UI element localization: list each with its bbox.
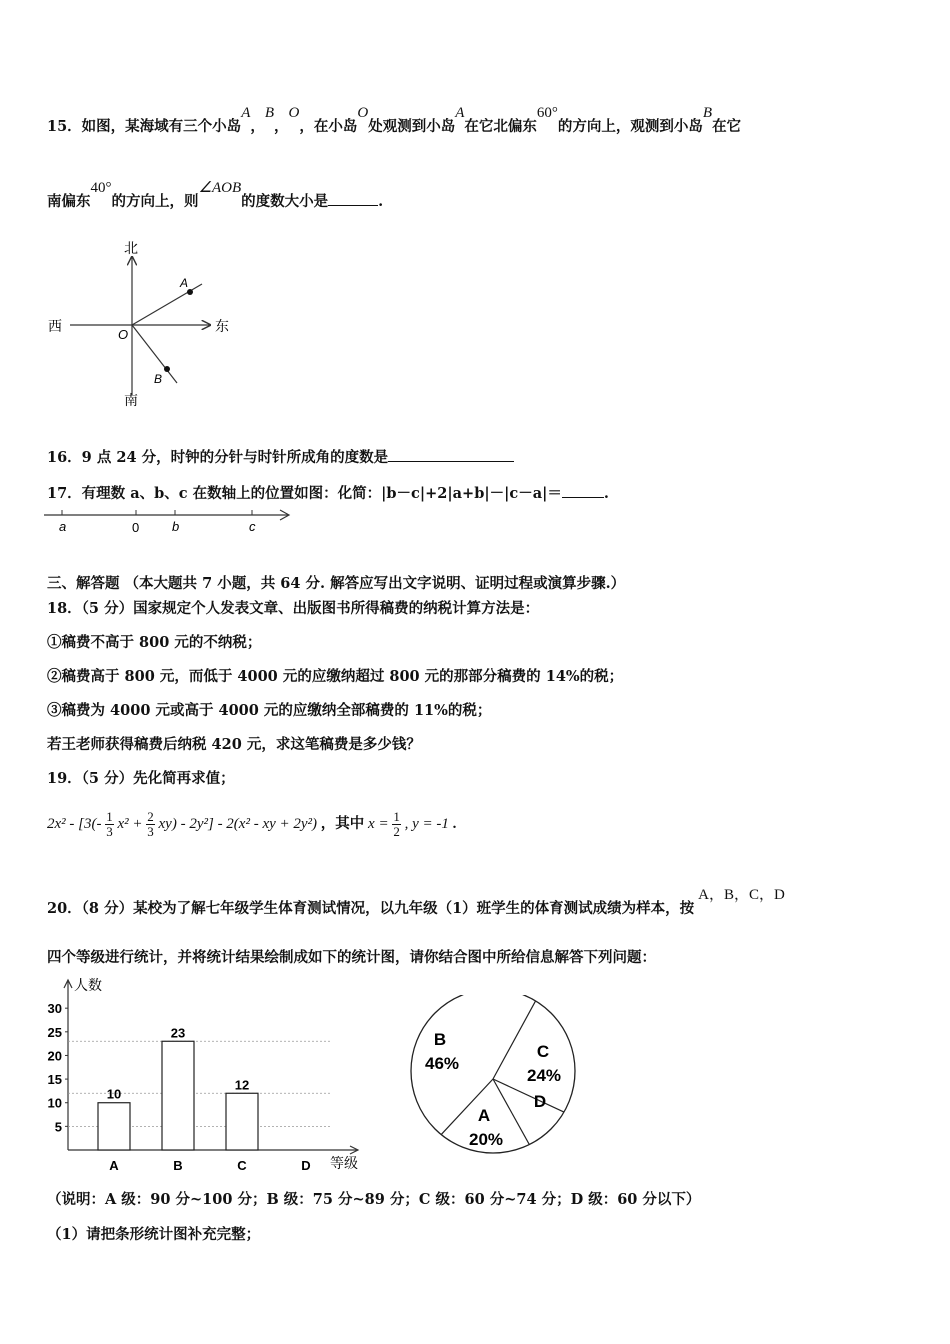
a-label: A [180,276,189,290]
x-axis-label: 等级 [330,1155,358,1171]
north-label: 北 [124,240,138,256]
q18-rule1: ①稿费不高于 800 元的不纳税； [47,634,262,651]
category-label-A: A [109,1158,119,1173]
label-a: a [59,519,67,534]
bar-chart [40,972,380,1177]
q20-grades: A，B，C，D [698,887,785,903]
label-zero: 0 [132,520,140,535]
y-tick-label: 25 [47,1024,62,1040]
q15-angle-aob: ∠AOB [198,180,242,196]
bar-A [98,1103,130,1150]
q15-line2: 南偏东40°的方向上，则∠AOB的度数大小是 . [47,180,384,210]
q15-island-o: O [288,105,300,121]
q17-answer-blank [562,483,604,498]
label-b: b [172,519,180,534]
fraction-2-3: $\frac{2}{3}$ [147,809,154,839]
q15-angle-40: 40° [90,180,112,196]
south-label: 南 [124,392,138,408]
east-label: 东 [215,318,229,334]
section3-title: 三、解答题 （本大题共 7 小题，共 64 分. 解答应写出文字说明、证明过程或演算步骤.） [47,575,626,592]
pie-value-A: 20% [468,1130,504,1149]
q15-island-b: B [264,105,275,121]
pie-label-D: D [533,1092,547,1111]
o-label: O [118,327,129,342]
q20-sub1: （1）请把条形统计图补充完整； [47,1226,261,1243]
category-label-C: C [237,1158,247,1173]
west-label: 西 [48,318,62,334]
bar-label-C: 12 [234,1077,250,1093]
q20-title: 20．（8 分）某校为了解七年级学生体育测试情况，以九年级（1）班学生的体育测试成绩为样本，按A，B，C，D [47,887,785,917]
q15-line1: 15．如图，某海域有三个小岛A，B，O，在小岛O处观测到小岛A在它北偏东60°的方向上，观测到小岛B在它 [47,105,742,135]
label-c: c [249,519,256,534]
q19-title: 19．（5 分）先化简再求值； [47,770,235,787]
point-b [164,366,170,372]
pie-value-B: 46% [424,1054,460,1073]
compass-figure [40,235,250,415]
y-tick-label: 15 [47,1072,62,1088]
y-tick-label: 30 [47,1001,62,1017]
q20-line2: 四个等级进行统计，并将统计结果绘制成如下的统计图，请你结合图中所给信息解答下列问题： [47,949,656,966]
pie-label-C: C [536,1042,550,1061]
y-axis-label: 人数 [74,977,102,993]
q18-rule3: ③稿费为 4000 元或高于 4000 元的应缴纳全部稿费的 11%的税； [47,702,492,719]
pie-value-C: 24% [526,1066,562,1085]
category-label-B: B [173,1158,183,1173]
bar-label-A: 10 [106,1086,122,1102]
fraction-1-3: $\frac{1}{3}$ [106,809,113,839]
pie-chart [400,995,590,1155]
bar-C [226,1093,258,1150]
q18-question: 若王老师获得稿费后纳税 420 元，求这笔稿费是多少钱？ [47,736,421,753]
q15-answer-blank [328,191,378,206]
q16-line: 16．9 点 24 分，时钟的分针与时针所成角的度数是 [47,446,514,467]
bar-label-B: 23 [170,1025,186,1041]
q18-title: 18．（5 分）国家规定个人发表文章、出版图书所得稿费的纳税计算方法是： [47,600,540,617]
y-tick-label: 5 [54,1119,62,1135]
pie-label-A: A [477,1106,491,1125]
y-tick-label: 20 [47,1048,62,1064]
q15-angle-60: 60° [536,105,558,121]
pie-label-B: B [433,1030,447,1049]
bar-B [162,1041,194,1150]
q18-rule2: ②稿费高于 800 元，而低于 4000 元的应缴纳超过 800 元的那部分稿费的 14%的税； [47,668,624,685]
q15-island-a: A [241,105,251,121]
b-label: B [154,372,163,386]
number-line [44,505,294,539]
q16-answer-blank [388,447,514,462]
q17-line: 17．有理数 a、b、c 在数轴上的位置如图：化简：|b－c|+2|a+b|－|c－a|＝ . [47,485,609,502]
category-label-D: D [301,1158,311,1173]
y-tick-label: 10 [47,1095,62,1111]
fraction-1-2: $\frac{1}{2}$ [393,809,400,839]
q19-expression: 2x² - [3(- $\frac{1}{3}$ x² + $\frac{2}{3}$ xy) - 2y²] - 2(x² - xy + 2y²) ，其中 x = $\frac{1}{2}$ , y = -1 . [47,809,457,839]
q20-note: （说明：A 级：90 分~100 分；B 级：75 分~89 分；C 级：60 分~74 分；D 级：60 分以下） [47,1191,701,1208]
